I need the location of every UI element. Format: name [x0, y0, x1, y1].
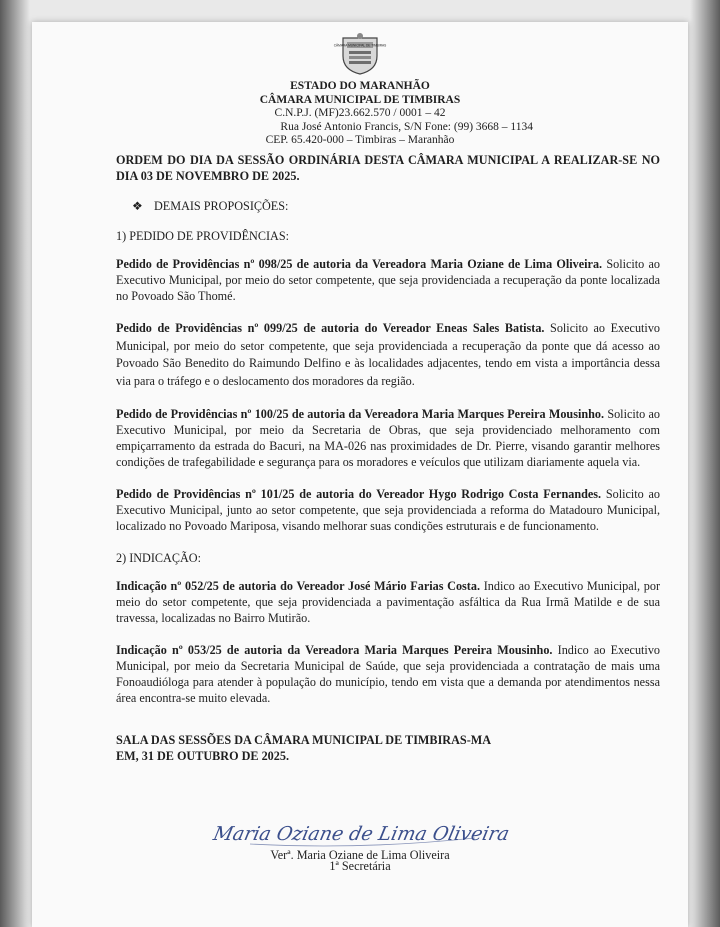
signer-role: 1ª Secretária [329, 859, 391, 873]
subheading [132, 198, 660, 214]
signature-script: Maria Oziane de Lima Oliveira [211, 822, 512, 845]
request-body: Solicito ao Executivo Municipal, junto ao setor competente, que seja providenciada a reforma do Matadouro Municipal, localizado no Povoado Mariposa, visando melhorar suas condições estruturais e de funcionamento. [116, 487, 661, 533]
subheading-text: DEMAIS PROPOSIÇÕES: [153, 199, 289, 213]
address: Rua José Antonio Francis, S/N Fone: (99) 3668 – 1134 [280, 120, 533, 133]
cep: CEP. 65.420-000 – Timbiras – Maranhão [265, 134, 455, 146]
document-page [32, 22, 688, 927]
section-heading: 1) PEDIDO DE PROVIDÊNCIAS: [116, 229, 289, 243]
signer-name: Verª. Maria Oziane de Lima Oliveira [270, 848, 450, 862]
request-099 [116, 320, 660, 390]
indication-lead: Indicação nº 053/25 de autoria da Vereadora Maria Marques Pereira Mousinho. [116, 643, 553, 657]
request-lead: Pedido de Providências nº 098/25 de autoria da Vereadora Maria Oziane de Lima Oliveira. [116, 257, 603, 271]
handwritten-signature-icon [211, 812, 512, 852]
request-098 [116, 256, 660, 304]
request-100 [116, 406, 660, 470]
crest-text: CÂMARA MUNICIPAL DE TIMBIRAS [333, 43, 387, 48]
indication-body: Indico ao Executivo Municipal, por meio da Secretaria Municipal de Saúde, que seja providenciada a contratação de mais uma Fonoaudióloga para atender à população do município, tendo em vista que a demanda por atendimentos nessa área encontra-se muito elevada. [116, 643, 661, 705]
closing-date: EM, 31 DE OUTUBRO DE 2025. [116, 749, 290, 763]
municipal-crest-icon [333, 32, 387, 76]
letterhead [32, 32, 688, 148]
document-body [116, 152, 660, 764]
request-lead: Pedido de Providências nº 100/25 de autoria da Vereadora Maria Marques Pereira Mousinho. [116, 407, 605, 421]
state-name: ESTADO DO MARANHÃO [290, 80, 430, 92]
closing-line: SALA DAS SESSÕES DA CÂMARA MUNICIPAL DE TIMBIRAS-MA [116, 733, 492, 747]
signature-block [32, 812, 688, 874]
request-lead: Pedido de Providências nº 099/25 de autoria do Vereador Eneas Sales Batista. [116, 321, 545, 335]
request-body: Solicito ao Executivo Municipal, por meio do setor competente, que seja providenciada a recuperação da ponte que dá acesso ao Povoado São Benedito do Raimundo Delfino e às localidades adjacentes, tendo em vista a importância dessa via para o tráfego e o deslocamento dos moradores da região. [116, 321, 661, 388]
request-lead: Pedido de Providências nº 101/25 de autoria do Vereador Hygo Rodrigo Costa Fernandes. [116, 487, 602, 501]
indication-053 [116, 642, 660, 706]
section-heading: 2) INDICAÇÃO: [116, 551, 201, 565]
request-body: Solicito ao Executivo Municipal, por meio do setor competente, que seja providenciada a recuperação da ponte localizada no Povoado São Thomé. [116, 257, 660, 303]
closing [116, 732, 660, 764]
chamber-name: CÂMARA MUNICIPAL DE TIMBIRAS [259, 93, 461, 106]
diamond-bullet-icon: ❖ [132, 199, 143, 213]
request-101 [116, 486, 660, 534]
indication-lead: Indicação nº 052/25 de autoria do Vereador José Mário Farias Costa. [116, 579, 480, 593]
request-body: Solicito ao Executivo Municipal, por meio da Secretaria de Obras, que seja providenciado melhoramento com empiçarramento da estrada do Bacuri, na MA-026 nas proximidades de Dr. Pierre, visando garantir melhores condições de trafegabilidade e segurança para os moradores e veículos que utilizam diariamente aquela via. [116, 407, 660, 469]
document-title: ORDEM DO DIA DA SESSÃO ORDINÁRIA DESTA CÂMARA MUNICIPAL A REALIZAR-SE NO DIA 03 DE NOVEMBRO DE 2025. [116, 153, 660, 183]
indication-052 [116, 578, 660, 626]
cnpj: C.N.P.J. (MF)23.662.570 / 0001 – 42 [274, 107, 446, 119]
indication-body: Indico ao Executivo Municipal, por meio do setor competente, que seja providenciada a pavimentação asfáltica da Rua Irmã Matilde e de sua travessa, localizadas no Bairro Mutirão. [116, 579, 661, 625]
